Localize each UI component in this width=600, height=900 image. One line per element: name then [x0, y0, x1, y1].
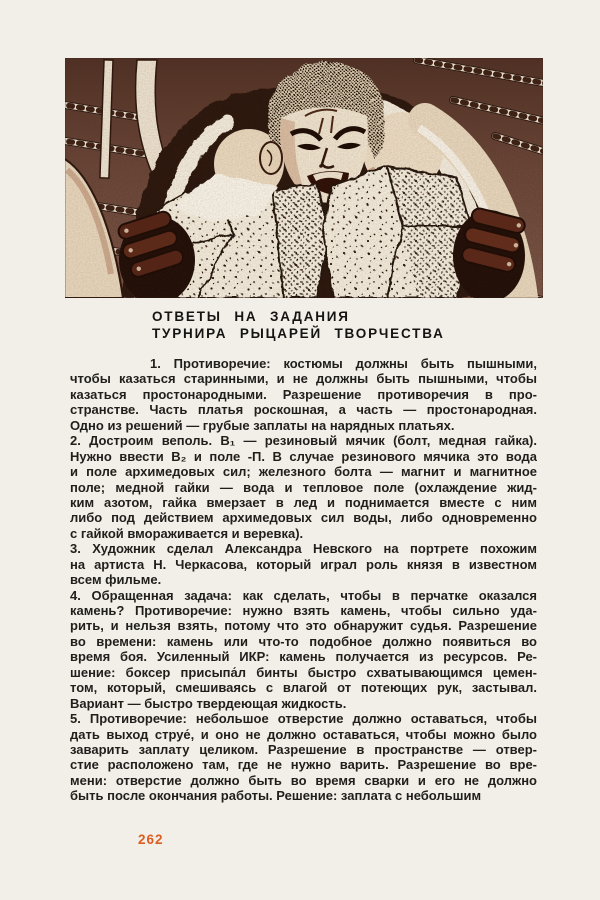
- text-line: чтобы казаться старинными, и не должны быть пышными, чтобы: [70, 371, 537, 387]
- text-line: с гайкой вмораживается и веревка).: [70, 525, 304, 541]
- text-line: 5. Противоречие: небольшое отверстие должно оставаться, чтобы: [70, 711, 537, 727]
- text-line: всем фильме.: [70, 572, 162, 588]
- text-line: поле; медной гайки — вода и тепловое поле (охлаждение жид-: [70, 479, 537, 495]
- text-line: и поле архимедовых сил; железного болта — магнит и магнитное: [70, 464, 537, 480]
- text-line: быть после окончания работы. Решение: заплата с небольшим: [70, 788, 482, 804]
- text-line: камень? Противоречие: нужно взять камень, чтобы сильно уда-: [70, 603, 537, 618]
- text-line: либо под действием архимедовых сил воды, либо одновременно: [70, 510, 537, 526]
- text-line: шение: боксер присыпа́л бинты быстро схватывающимся цемен-: [70, 664, 537, 680]
- text-line: 3. Художник сделал Александра Невского на портрете похожим: [70, 541, 537, 557]
- answer-paragraph: [70, 711, 537, 804]
- text-line: 2. Достроим веполь. В₁ — резиновый мячик (болт, медная гайка).: [70, 433, 537, 449]
- illustration-boxer-in-ring: [65, 58, 543, 298]
- text-line: ким азотом, гайка вмерзает в лед и поднимается вместе с ним: [70, 494, 537, 510]
- text-line: Вариант — быстро твердеющая жидкость.: [70, 695, 347, 711]
- text-line: во времени: камень или что-то подобное должно появиться во: [70, 633, 537, 649]
- text-line: Нужно ввести В₂ и поле -П. В случае резинового мячика это вода: [70, 448, 537, 464]
- text-line: заварить заплату целиком. Разрешение в пространстве — отвер-: [70, 741, 537, 757]
- text-line: Одно из решений — грубые заплаты на нарядных платьях.: [70, 417, 455, 433]
- section-title-line2: ТУРНИРА РЫЦАРЕЙ ТВОРЧЕСТВА: [152, 326, 445, 341]
- text-line: стие расположено там, где не нужно варить. Разрешение во вре-: [70, 757, 537, 773]
- text-line: на артиста Н. Черкасова, который играл роль князя в известном: [70, 556, 537, 572]
- answer-paragraph: [70, 433, 537, 541]
- page-number: 262: [138, 832, 164, 847]
- text-line: том, который, смешиваясь с влагой от потеющих рук, застывал.: [70, 680, 537, 696]
- answer-paragraph: [70, 356, 537, 433]
- text-line: дать выход струе́, и оно не должно оставаться, чтобы можно было: [70, 726, 537, 742]
- answers: [70, 356, 537, 804]
- text-line: странстве. Часть платья роскошная, а часть — простонародная.: [70, 402, 537, 418]
- answer-paragraph: [70, 588, 537, 712]
- text-line: 1. Противоречие: костюмы должны быть пышными,: [150, 356, 537, 371]
- section-title: [152, 308, 445, 342]
- section-title-line1: ОТВЕТЫ НА ЗАДАНИЯ: [152, 309, 350, 324]
- text-line: 4. Обращенная задача: как сделать, чтобы в перчатке оказался: [70, 587, 537, 603]
- text-line: казаться простонародными. Разрешение противоречия в про-: [70, 386, 537, 402]
- text-line: время боя. Усиленный ИКР: камень получается из ресурсов. Ре-: [70, 649, 537, 665]
- text-line: мени: отверстие должно быть во время сварки и его не должно: [70, 772, 537, 788]
- text-line: рить, и нельзя взять, потому что это обнаружит судья. Разрешение: [70, 618, 537, 634]
- answer-paragraph: [70, 541, 537, 587]
